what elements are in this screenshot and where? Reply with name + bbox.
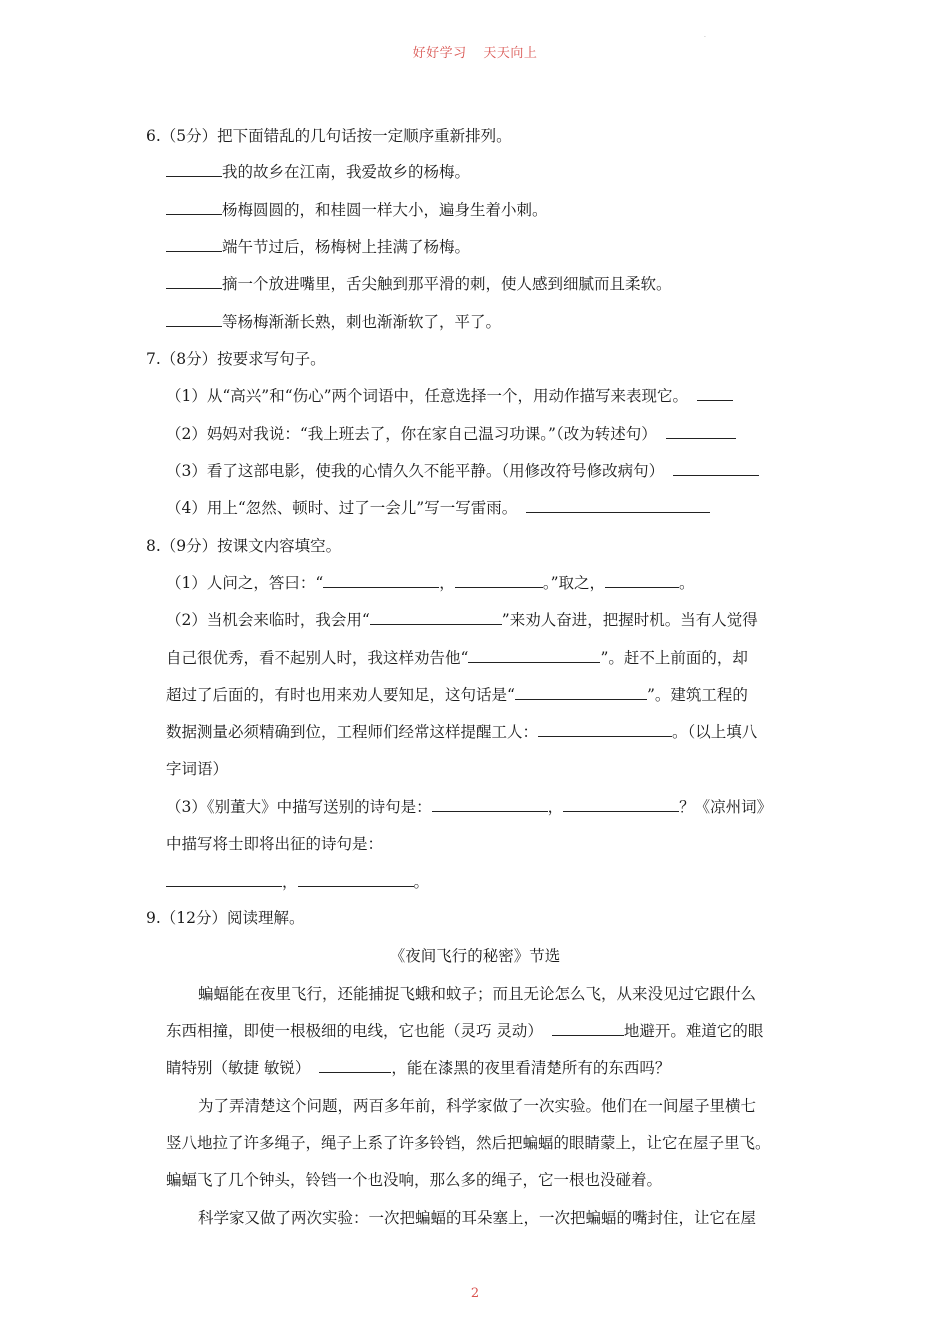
blank[interactable] <box>552 1021 624 1036</box>
q8-part-3-line-1: （3）《别董大》中描写送别的诗句是： ， ？《凉州词》 <box>166 798 773 816</box>
blank[interactable] <box>455 573 543 588</box>
scan-mark-dot: · <box>704 34 706 41</box>
blank[interactable] <box>605 573 679 588</box>
blank[interactable] <box>432 797 548 812</box>
blank[interactable] <box>166 200 222 215</box>
blank[interactable] <box>323 573 439 588</box>
q7-part-4: （4）用上“忽然、顿时、过了一会儿”写一写雷雨。 <box>166 498 710 518</box>
passage-line-6: 蝙蝠飞了几个钟头，铃铛一个也没响，那么多的绳子，它一根也没碰着。 <box>166 1171 663 1189</box>
q8-part-2-line-3: 超过了后面的，有时也用来劝人要知足，这句话是“ ”。建筑工程的 <box>166 686 748 704</box>
q6-item-4: 摘一个放进嘴里，舌尖触到那平滑的刺，使人感到细腻而且柔软。 <box>166 274 672 294</box>
passage-title: 《夜间飞行的秘密》节选 <box>389 947 561 965</box>
blank[interactable] <box>298 872 414 887</box>
page-header <box>0 42 950 61</box>
q8-part-2-line-1: （2）当机会来临时，我会用“ ”来劝人奋进，把握时机。当有人觉得 <box>166 611 758 629</box>
q8-part-2-line-4: 数据测量必须精确到位，工程师们经常这样提醒工人： 。（以上填八 <box>166 723 758 741</box>
q8-part-3-line-2: 中描写将士即将出征的诗句是： <box>166 835 384 853</box>
blank[interactable] <box>166 872 282 887</box>
blank[interactable] <box>166 162 222 177</box>
passage-line-1: 蝙蝠能在夜里飞行，还能捕捉飞蛾和蚊子；而且无论怎么飞，从来没见过它跟什么 <box>198 985 757 1003</box>
header-left: 好好学习 <box>412 46 467 61</box>
q6-item-1: 我的故乡在江南，我爱故乡的杨梅。 <box>166 162 470 182</box>
q6-item-5: 等杨梅渐渐长熟，刺也渐渐软了，平了。 <box>166 312 501 332</box>
q7-part-2: （2）妈妈对我说：“我上班去了，你在家自己温习功课。”（改为转述句） <box>166 424 736 444</box>
q8-part-2-line-5: 字词语） <box>166 760 229 778</box>
blank[interactable] <box>673 461 759 476</box>
q6-title: 6.（5分）把下面错乱的几句话按一定顺序重新排列。 <box>146 127 512 145</box>
passage-line-7: 科学家又做了两次实验：一次把蝙蝠的耳朵塞上，一次把蝙蝠的嘴封住，让它在屋 <box>198 1209 757 1227</box>
blank[interactable] <box>166 312 222 327</box>
blank[interactable] <box>166 237 222 252</box>
q7-part-1: （1）从“高兴”和“伤心”两个词语中，任意选择一个，用动作描写来表现它。 <box>166 386 733 406</box>
q9-title: 9.（12分）阅读理解。 <box>146 909 305 927</box>
blank[interactable] <box>526 498 710 513</box>
q6-item-2: 杨梅圆圆的，和桂圆一样大小，遍身生着小刺。 <box>166 200 548 220</box>
q6-item-3: 端午节过后，杨梅树上挂满了杨梅。 <box>166 237 470 257</box>
passage-line-5: 竖八地拉了许多绳子，绳子上系了许多铃铛，然后把蝙蝠的眼睛蒙上，让它在屋子里飞。 <box>166 1134 771 1152</box>
q8-part-3-line-3: ， 。 <box>166 872 429 892</box>
passage-line-4: 为了弄清楚这个问题，两百多年前，科学家做了一次实验。他们在一间屋子里横七 <box>198 1097 757 1115</box>
blank[interactable] <box>538 722 672 737</box>
blank[interactable] <box>666 424 736 439</box>
passage-line-3: 睛特别（敏捷 敏锐） ，能在漆黑的夜里看清楚所有的东西吗？ <box>166 1059 671 1077</box>
q7-part-3: （3）看了这部电影，使我的心情久久不能平静。（用修改符号修改病句） <box>166 461 759 481</box>
blank[interactable] <box>319 1058 391 1073</box>
blank[interactable] <box>515 685 647 700</box>
blank[interactable] <box>370 610 502 625</box>
blank[interactable] <box>166 274 222 289</box>
passage-line-2: 东西相撞，即使一根极细的电线，它也能（灵巧 灵动） 地避开。难道它的眼 <box>166 1022 764 1040</box>
blank[interactable] <box>468 648 600 663</box>
q8-title: 8.（9分）按课文内容填空。 <box>146 537 342 555</box>
q8-part-1: （1）人问之，答曰：“ ， 。”取之， 。 <box>166 574 695 592</box>
page-number: 2 <box>470 1286 480 1301</box>
q7-title: 7.（8分）按要求写句子。 <box>146 350 326 368</box>
q8-part-2-line-2: 自己很优秀，看不起别人时，我这样劝告他“ ”。赶不上前面的，却 <box>166 649 748 667</box>
header-right: 天天向上 <box>483 46 538 61</box>
blank[interactable] <box>563 797 679 812</box>
blank[interactable] <box>697 386 733 401</box>
